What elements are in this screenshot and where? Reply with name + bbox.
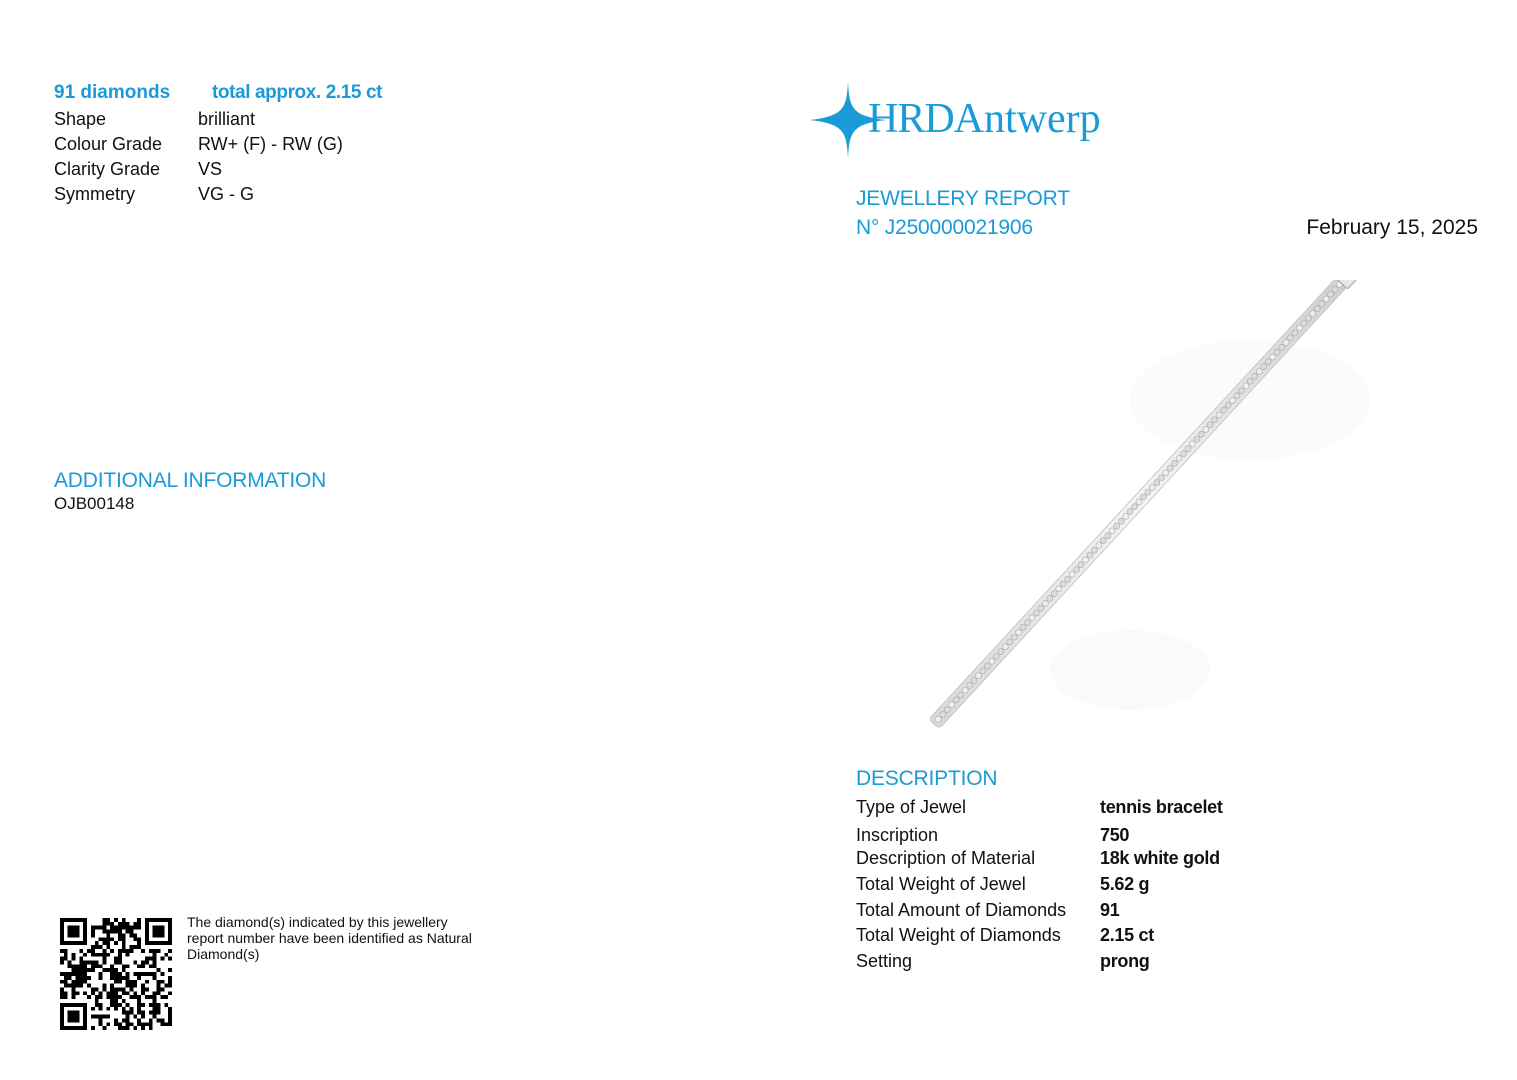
description-value: 91: [1100, 900, 1120, 920]
report-title: JEWELLERY REPORT: [856, 187, 1070, 210]
qr-code-icon[interactable]: [60, 918, 172, 1030]
description-label: Setting: [856, 951, 913, 971]
logo-text-hrd: HRD: [868, 96, 954, 142]
summary-value: VG - G: [198, 184, 255, 204]
natural-diamond-note: The diamond(s) indicated by this jewellery report number have been identified as Natural Diamond(s): [187, 914, 472, 962]
bracelet-photo: [900, 280, 1420, 740]
summary-value: brilliant: [198, 109, 256, 129]
description-value: 750: [1100, 825, 1130, 845]
summary-value: RW+ (F) - RW (G): [198, 134, 343, 154]
logo-wordmark: [868, 95, 1101, 143]
description-label: Type of Jewel: [856, 797, 967, 817]
additional-info-title: ADDITIONAL INFORMATION: [54, 469, 327, 492]
summary-label: Shape: [54, 109, 107, 129]
description-label: Total Weight of Jewel: [856, 874, 1026, 894]
description-value: 2.15 ct: [1100, 925, 1154, 945]
report-date: February 15, 2025: [1306, 216, 1478, 239]
description-label: Total Amount of Diamonds: [856, 900, 1067, 920]
logo-text-antwerp: Antwerp: [953, 96, 1101, 142]
description-title: DESCRIPTION: [856, 767, 998, 790]
description-label: Inscription: [856, 825, 939, 845]
description-value: 5.62 g: [1100, 874, 1150, 894]
description-value: 18k white gold: [1100, 848, 1220, 868]
summary-value: VS: [198, 159, 223, 179]
summary-label: Colour Grade: [54, 134, 163, 154]
total-carat: total approx. 2.15 ct: [212, 82, 383, 103]
diamond-count: 91 diamonds: [54, 82, 171, 103]
description-label: Description of Material: [856, 848, 1036, 868]
summary-label: Clarity Grade: [54, 159, 161, 179]
hrd-antwerp-logo: [808, 80, 1128, 160]
description-label: Total Weight of Diamonds: [856, 925, 1061, 945]
description-value: tennis bracelet: [1100, 797, 1223, 817]
description-value: prong: [1100, 951, 1150, 971]
report-number: N° J250000021906: [856, 216, 1033, 239]
summary-label: Symmetry: [54, 184, 135, 204]
additional-info-code: OJB00148: [54, 494, 135, 513]
